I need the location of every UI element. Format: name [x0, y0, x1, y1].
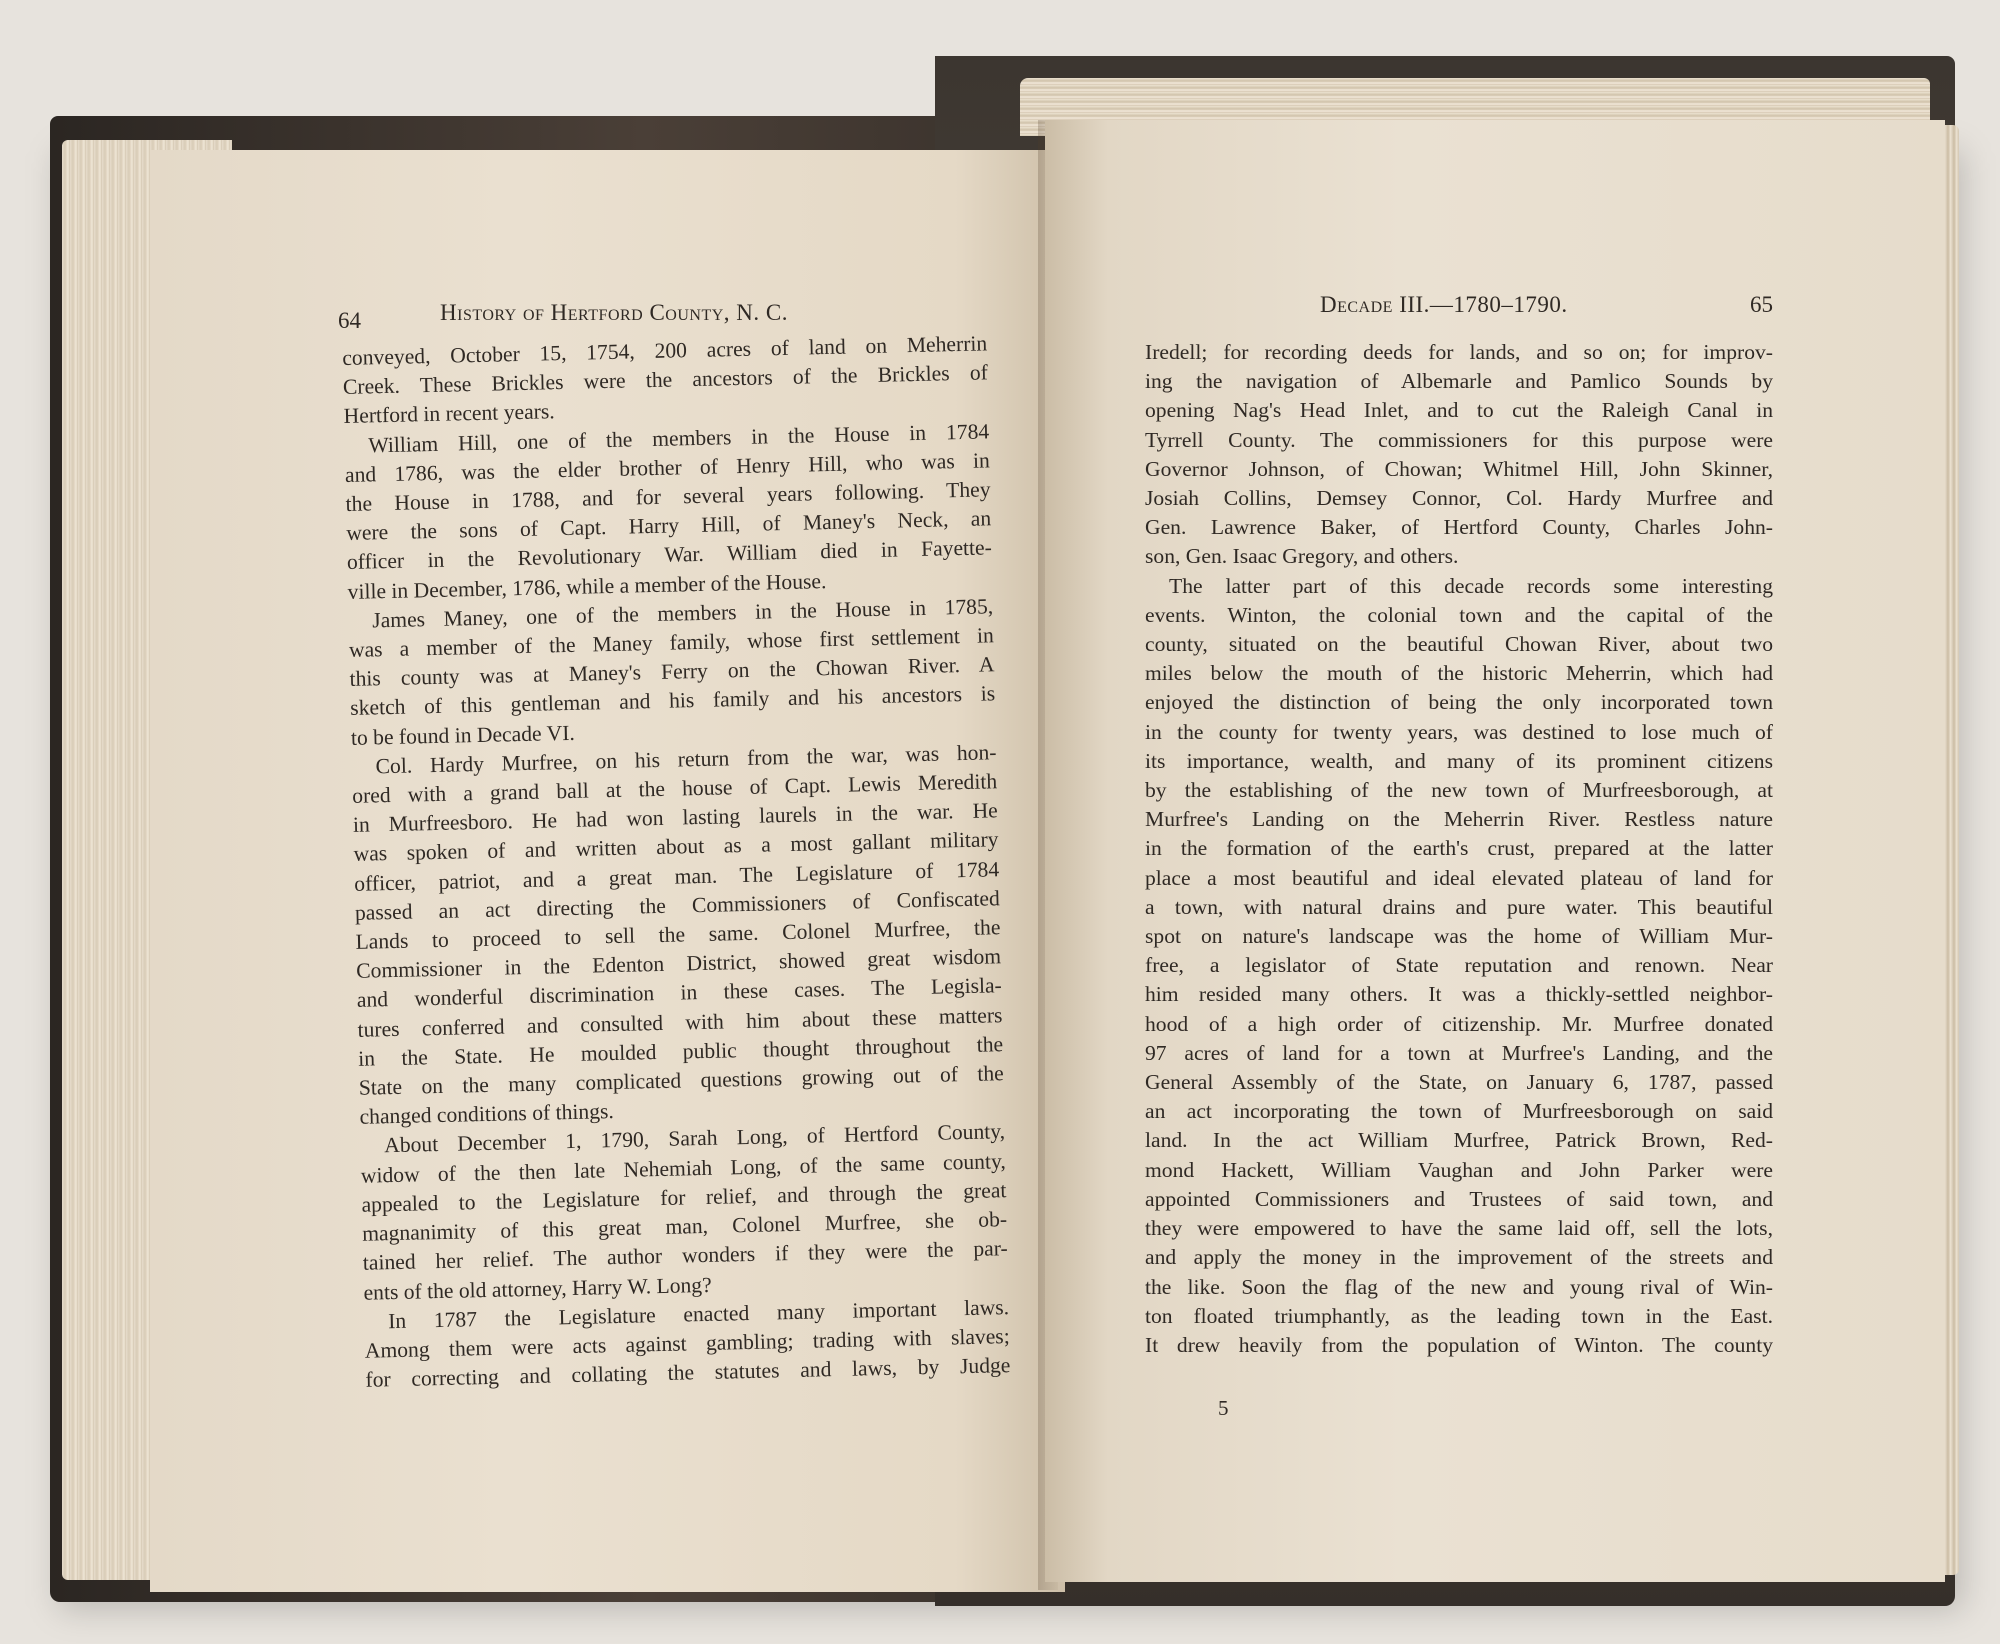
text-line: in the State. He moulded public thought throughout the: [357, 1032, 1004, 1071]
text-line: in Murfreesboro. He had won lasting laurels in the war. He: [352, 798, 999, 838]
text-line: Hertford in recent years.: [343, 399, 555, 429]
text-line: this county was at Maney's Ferry on the Chowan River. A: [349, 652, 995, 692]
text-line: spot on nature's landscape was the home of William Mur-: [1145, 924, 1773, 949]
text-line: 97 acres of land for a town at Murfree's Landing, and the: [1145, 1040, 1773, 1065]
text-line: enjoyed the distinction of being the only incorporated town: [1145, 690, 1773, 715]
text-line: opening Nag's Head Inlet, and to cut the Raleigh Canal in: [1145, 398, 1773, 423]
text-line: Lands to proceed to sell the same. Colonel Murfree, the: [355, 915, 1001, 954]
text-line: were the sons of Capt. Harry Hill, of Maney's Neck, an: [346, 506, 992, 546]
text-line: miles below the mouth of the historic Meherrin, which had: [1145, 661, 1773, 686]
text-line: in the formation of the earth's crust, prepared at the latter: [1145, 836, 1773, 861]
text-line: magnanimity of this great man, Colonel Murfree, she ob-: [361, 1207, 1008, 1246]
text-line: and wonderful discrimination in these cases. The Legisla-: [356, 973, 1002, 1013]
text-line: The latter part of this decade records some interesting: [1169, 573, 1773, 598]
text-line: for correcting and collating the statutes and laws, by Judge: [365, 1353, 1011, 1392]
text-line: tained her relief. The author wonders if they were the par-: [362, 1236, 1008, 1276]
text-line: Iredell; for recording deeds for lands, and so on; for improv-: [1145, 340, 1773, 364]
right-running-head: Decade III.—1780–1790.: [1320, 292, 1568, 317]
text-line: Gen. Lawrence Baker, of Hertford County, Charles John-: [1145, 515, 1773, 540]
text-line: free, a legislator of State reputation and renown. Near: [1145, 953, 1773, 978]
text-line: Commissioner in the Edenton District, showed great wisdom: [355, 944, 1002, 984]
text-line: General Assembly of the State, on January 6, 1787, passed: [1145, 1070, 1773, 1095]
text-line: its importance, wealth, and many of its prominent citizens: [1145, 748, 1773, 773]
text-line: and 1786, was the elder brother of Henry Hill, who was in: [344, 448, 991, 487]
text-line: hood of a high order of citizenship. Mr. Murfree donated: [1145, 1011, 1773, 1036]
text-line: sketch of this gentleman and his family and his ancestors is: [349, 681, 996, 721]
text-line: place a most beautiful and ideal elevated plateau of land for: [1145, 865, 1773, 890]
text-line: was a member of the Maney family, whose first settlement in: [348, 623, 995, 662]
signature-mark: 5: [1218, 1396, 1229, 1420]
text-line: ville in December, 1786, while a member of the House.: [347, 568, 827, 604]
text-line: and apply the money in the improvement of the streets and: [1145, 1245, 1773, 1270]
left-page: [150, 150, 1065, 1592]
text-line: officer in the Revolutionary War. William died in Fayette-: [346, 535, 993, 575]
text-line: ents of the old attorney, Harry W. Long?: [363, 1272, 712, 1305]
text-line: ing the navigation of Albemarle and Pamlico Sounds by: [1145, 369, 1773, 394]
text-line: him resided many others. It was a thickly-settled neighbor-: [1145, 982, 1773, 1007]
text-line: son, Gen. Isaac Gregory, and others.: [1145, 544, 1459, 569]
text-line: ton floated triumphantly, as the leading town in the East.: [1145, 1303, 1773, 1328]
left-body-text: [342, 329, 1011, 1395]
text-line: to be found in Decade VI.: [350, 720, 576, 750]
text-line: in the county for twenty years, was destined to lose much of: [1145, 719, 1773, 744]
text-line: James Maney, one of the members in the House in 1785,: [372, 594, 994, 633]
left-page-number: 64: [338, 308, 361, 333]
text-line: a town, with natural drains and pure water. This beautiful: [1145, 894, 1773, 919]
text-line: Josiah Collins, Demsey Connor, Col. Hardy Murfree and: [1145, 486, 1773, 511]
text-line: the like. Soon the flag of the new and young rival of Win-: [1145, 1274, 1773, 1299]
right-body-text: [1145, 338, 1773, 1360]
right-page-edges: [1945, 125, 1959, 1575]
text-line: events. Winton, the colonial town and the capital of the: [1145, 602, 1773, 627]
text-line: was spoken of and written about as a most gallant military: [353, 827, 999, 867]
text-line: ored with a grand ball at the house of Capt. Lewis Meredith: [351, 769, 998, 808]
text-line: by the establishing of the new town of Murfreesborough, at: [1145, 778, 1773, 803]
text-line: tures conferred and consulted with him about these matters: [357, 1002, 1003, 1042]
text-line: passed an act directing the Commissioners of Confiscated: [354, 886, 1001, 925]
text-line: Murfree's Landing on the Meherrin River. Restless nature: [1145, 807, 1773, 832]
text-line: Governor Johnson, of Chowan; Whitmel Hill, John Skinner,: [1145, 456, 1773, 481]
text-line: It drew heavily from the population of Winton. The county: [1145, 1332, 1773, 1357]
text-line: William Hill, one of the members in the House in 1784: [368, 418, 990, 458]
right-page: [1045, 120, 1945, 1582]
text-line: they were empowered to have the same laid off, sell the lots,: [1145, 1216, 1773, 1241]
text-line: officer, patriot, and a great man. The Legislature of 1784: [353, 856, 1000, 896]
left-running-head: History of Hertford County, N. C.: [440, 300, 789, 325]
text-line: mond Hackett, William Vaughan and John Parker were: [1145, 1157, 1773, 1182]
text-line: In 1787 the Legislature enacted many important laws.: [387, 1294, 1010, 1333]
text-line: About December 1, 1790, Sarah Long, of Hertford County,: [383, 1119, 1006, 1158]
text-line: conveyed, October 15, 1754, 200 acres of land on Meherrin: [342, 331, 988, 370]
text-line: county, situated on the beautiful Chowan River, about two: [1145, 632, 1773, 657]
text-line: appealed to the Legislature for relief, and through the great: [361, 1178, 1007, 1217]
text-line: Col. Hardy Murfree, on his return from the war, was hon-: [375, 740, 997, 779]
text-line: Tyrrell County. The commissioners for this purpose were: [1145, 427, 1773, 452]
text-line: changed conditions of things.: [359, 1099, 615, 1130]
text-line: land. In the act William Murfree, Patrick Brown, Red-: [1145, 1128, 1773, 1153]
text-line: the House in 1788, and for several years following. They: [345, 477, 991, 516]
text-line: Creek. These Brickles were the ancestors of the Brickles of: [342, 360, 989, 400]
text-line: an act incorporating the town of Murfreesborough on said: [1145, 1099, 1773, 1124]
text-line: widow of the then late Nehemiah Long, of the same county,: [360, 1148, 1006, 1188]
text-line: State on the many complicated questions growing out of the: [358, 1061, 1004, 1100]
right-page-number: 65: [1750, 292, 1773, 317]
text-line: appointed Commissioners and Trustees of said town, and: [1145, 1186, 1773, 1211]
text-line: Among them were acts against gambling; trading with slaves;: [364, 1324, 1010, 1363]
